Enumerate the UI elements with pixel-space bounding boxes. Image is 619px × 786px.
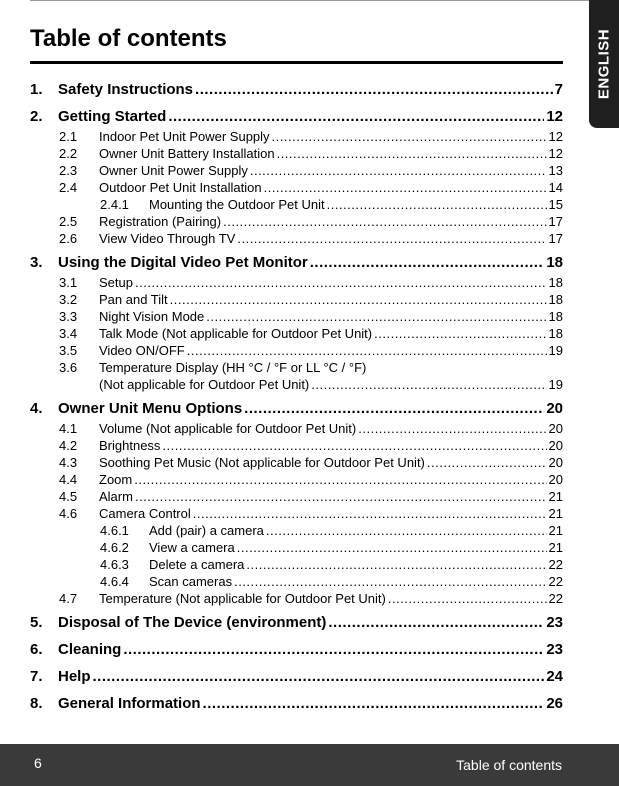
toc-entry[interactable] [30,230,563,247]
toc-entry-page: 20 [548,421,563,436]
toc-dot-leader [135,274,547,291]
toc-entry-title: Safety Instructions [58,81,194,98]
toc-entry-page: 18 [548,275,563,290]
toc-entry-number: 3.5 [59,343,78,358]
toc-entry-title: Indoor Pet Unit Power Supply [99,129,270,144]
toc-entry-number: 2.6 [59,231,78,246]
toc-entry-number: 3.2 [59,292,78,307]
toc-entry-title: Alarm [99,489,133,504]
toc-entry[interactable] [30,342,563,359]
toc-entry[interactable] [30,213,563,230]
toc-entry-number: 4.1 [59,421,78,436]
toc-entry[interactable] [30,162,563,179]
toc-entry-number: 4.6.3 [100,557,129,572]
toc-entry-title: Temperature (Not applicable for Outdoor Pet Unit) [99,591,386,606]
toc-entry-title: View a camera [149,540,235,555]
toc-entry[interactable] [30,325,563,342]
toc-dot-leader [195,79,553,101]
toc-entry-number: 4. [30,400,43,417]
toc-entry-page: 20 [548,455,563,470]
toc-entry-page: 21 [548,523,563,538]
toc-entry-title: Using the Digital Video Pet Monitor [58,254,308,271]
toc-entry[interactable] [30,179,563,196]
toc-dot-leader [170,291,547,308]
toc-entry-title: Temperature Display (HH °C / °F or LL °C / °F) [99,360,367,375]
toc-entry-title: Video ON/OFF [99,343,185,358]
toc-entry[interactable] [30,291,563,308]
language-tab [589,0,619,128]
toc-entry-page: 22 [548,591,563,606]
toc-entry-page: 20 [548,438,563,453]
toc-entry-page: 22 [548,557,563,572]
toc-entry[interactable] [30,505,563,522]
toc-entry[interactable] [30,556,563,573]
toc-entry-page: 12 [548,146,563,161]
toc-dot-leader [135,488,547,505]
toc-entry-page: 22 [548,574,563,589]
page-footer [0,744,619,786]
toc-entry[interactable] [30,639,563,661]
toc-entry-number: 5. [30,614,43,631]
toc-dot-leader [168,106,544,128]
toc-entry-page: 18 [546,254,563,271]
toc-entry-page: 18 [548,292,563,307]
toc-entry-number: 2.4 [59,180,78,195]
toc-entry-number: 4.5 [59,489,78,504]
toc-entry-page: 17 [548,231,563,246]
toc-entry-title: Talk Mode (Not applicable for Outdoor Pet Unit) [99,326,373,341]
toc-entry[interactable] [30,573,563,590]
toc-entry-number: 6. [30,641,43,658]
toc-entry-number: 4.4 [59,472,78,487]
toc-entry-page: 21 [548,506,563,521]
toc-entry-title: Owner Unit Battery Installation [99,146,275,161]
table-of-contents [30,78,563,715]
toc-entry[interactable] [30,590,563,607]
toc-entry-page: 20 [548,472,563,487]
toc-entry-title: Camera Control [99,506,191,521]
toc-entry-number: 2.5 [59,214,78,229]
toc-entry-number: 4.6.4 [100,574,129,589]
toc-entry-page: 19 [548,343,563,358]
toc-dot-leader [203,693,545,715]
toc-entry-number: 4.6.1 [100,523,129,538]
toc-entry-number: 7. [30,668,43,685]
toc-entry-page: 26 [546,695,563,712]
toc-entry[interactable] [30,128,563,145]
toc-entry-page: 21 [548,489,563,504]
toc-entry-page: 7 [554,81,563,98]
toc-dot-leader [328,612,544,634]
toc-entry-title: Zoom [99,472,133,487]
toc-entry[interactable] [30,693,563,715]
toc-entry-page: 18 [548,309,563,324]
toc-entry-title: Outdoor Pet Unit Installation [99,180,262,195]
toc-entry-page: 14 [548,180,563,195]
toc-entry-number: 2. [30,108,43,125]
toc-entry[interactable] [30,612,563,634]
toc-entry[interactable] [30,420,563,437]
toc-entry-page: 23 [546,641,563,658]
toc-entry-number: 8. [30,695,43,712]
toc-entry-page: 19 [548,377,563,392]
toc-dot-leader [237,230,546,247]
toc-entry[interactable] [30,454,563,471]
toc-entry-number: 4.2 [59,438,78,453]
language-tab-label: ENGLISH [595,28,613,100]
toc-entry-title: (Not applicable for Outdoor Pet Unit) [99,377,310,392]
toc-entry[interactable] [30,308,563,325]
toc-entry-page: 13 [548,163,563,178]
toc-dot-leader [223,213,546,230]
toc-entry-title: Owner Unit Power Supply [99,163,248,178]
toc-entry[interactable] [30,398,563,420]
toc-entry-page: 21 [548,540,563,555]
page-title: Table of contents [30,25,227,52]
toc-entry-number: 4.3 [59,455,78,470]
toc-entry-number: 1. [30,81,43,98]
toc-dot-leader [123,639,544,661]
toc-entry-title: Delete a camera [149,557,245,572]
toc-dot-leader [234,573,546,590]
title-underline [30,61,563,64]
toc-entry-page: 12 [548,129,563,144]
toc-entry-title: Pan and Tilt [99,292,168,307]
toc-entry-page: 23 [546,614,563,631]
toc-entry-page: 18 [548,326,563,341]
toc-entry[interactable] [30,145,563,162]
toc-entry-title: Disposal of The Device (environment) [58,614,327,631]
toc-entry-title: Getting Started [58,108,167,125]
toc-entry-title: Add (pair) a camera [149,523,264,538]
toc-dot-leader [388,590,547,607]
toc-dot-leader [311,376,546,393]
toc-entry-page: 12 [546,108,563,125]
toc-entry[interactable] [30,274,563,291]
toc-entry[interactable] [30,196,563,213]
toc-entry[interactable] [30,522,563,539]
toc-dot-leader [206,308,546,325]
toc-dot-leader [244,398,544,420]
toc-dot-leader [193,505,547,522]
toc-dot-leader [250,162,547,179]
toc-entry-number: 2.3 [59,163,78,178]
toc-entry-title: Soothing Pet Music (Not applicable for Outdoor Pet Unit) [99,455,425,470]
toc-entry[interactable] [30,488,563,505]
toc-entry-number: 2.2 [59,146,78,161]
toc-entry-number: 3.4 [59,326,78,341]
toc-entry[interactable] [30,471,563,488]
toc-entry-title: Night Vision Mode [99,309,205,324]
toc-entry-title: Owner Unit Menu Options [58,400,243,417]
toc-entry-title: Volume (Not applicable for Outdoor Pet Unit) [99,421,357,436]
toc-entry-title: Help [58,668,91,685]
toc-dot-leader [277,145,547,162]
toc-entry-number: 3. [30,254,43,271]
toc-dot-leader [310,252,545,274]
toc-entry-page: 20 [546,400,563,417]
toc-entry-title: Registration (Pairing) [99,214,222,229]
footer-page-number: 6 [34,755,42,771]
top-border-line [30,0,589,1]
toc-dot-leader [246,556,546,573]
toc-entry[interactable] [30,252,563,274]
toc-dot-leader [266,522,547,539]
toc-dot-leader [327,196,547,213]
toc-dot-leader [162,437,546,454]
toc-entry-title: Scan cameras [149,574,233,589]
toc-entry-number: 3.6 [59,360,78,375]
toc-entry-page: 17 [548,214,563,229]
toc-entry-number: 3.1 [59,275,78,290]
toc-entry-number: 2.1 [59,129,78,144]
toc-entry-title: View Video Through TV [99,231,236,246]
toc-dot-leader [187,342,547,359]
toc-dot-leader [374,325,546,342]
toc-dot-leader [93,666,545,688]
toc-entry[interactable] [30,666,563,688]
toc-dot-leader [272,128,547,145]
toc-entry-title: Mounting the Outdoor Pet Unit [149,197,325,212]
toc-entry-number: 4.6.2 [100,540,129,555]
toc-entry[interactable] [30,539,563,556]
toc-entry-title: Brightness [99,438,161,453]
toc-entry-title: General Information [58,695,201,712]
toc-entry[interactable] [30,376,563,393]
toc-entry-number: 2.4.1 [100,197,129,212]
footer-section-title: Table of contents [456,757,562,773]
toc-dot-leader [134,471,546,488]
toc-entry-number: 4.7 [59,591,78,606]
toc-dot-leader [237,539,547,556]
toc-entry-title: Setup [99,275,133,290]
toc-dot-leader [264,179,547,196]
toc-entry[interactable] [30,359,563,376]
toc-entry[interactable] [30,437,563,454]
toc-entry-page: 24 [546,668,563,685]
toc-entry-title: Cleaning [58,641,122,658]
toc-dot-leader [427,454,547,471]
toc-entry-number: 3.3 [59,309,78,324]
toc-entry-page: 15 [548,197,563,212]
toc-entry[interactable] [30,106,563,128]
toc-entry[interactable] [30,79,563,101]
toc-entry-number: 4.6 [59,506,78,521]
toc-dot-leader [358,420,546,437]
